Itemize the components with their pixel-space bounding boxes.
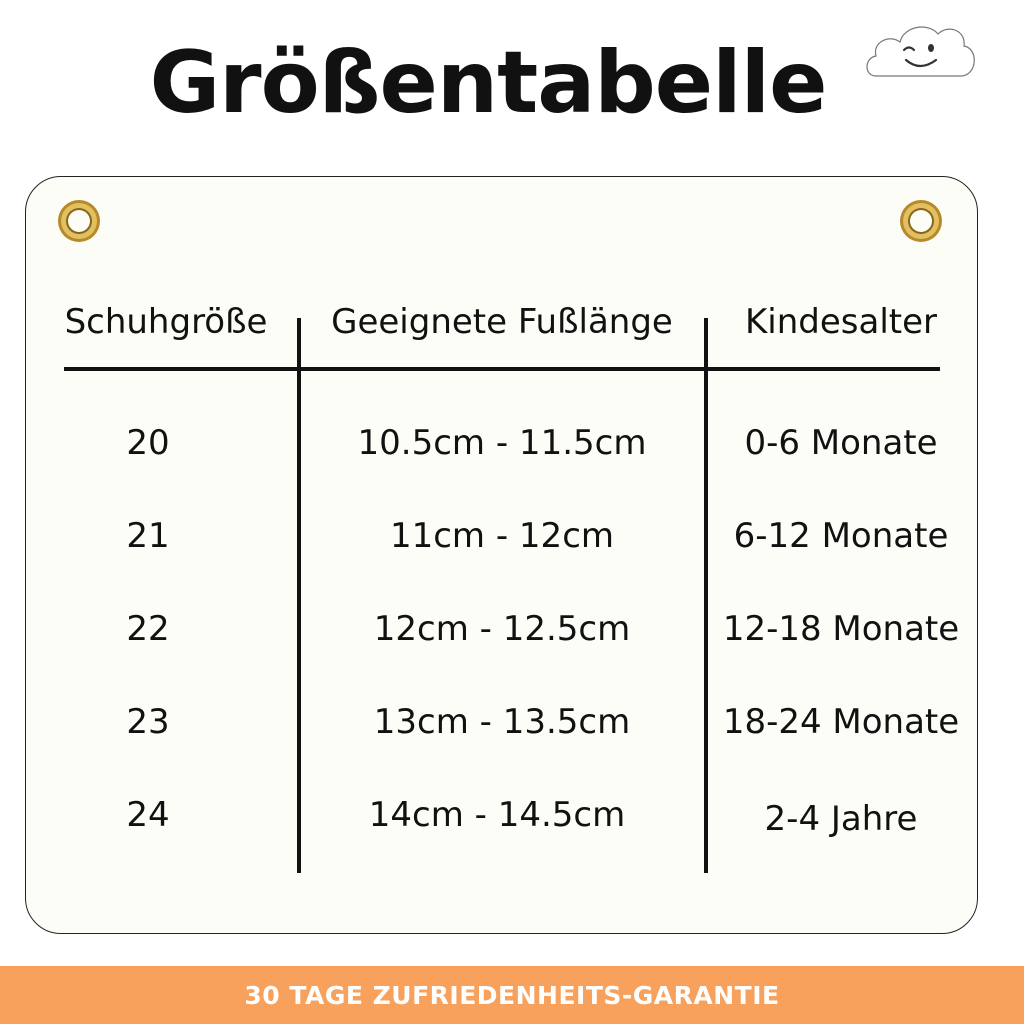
column-divider <box>704 318 708 873</box>
shoe-size-cell: 24 <box>126 795 170 835</box>
child-age-cell: 0-6 Monate <box>744 423 938 463</box>
foot-length-cell: 12cm - 12.5cm <box>373 609 631 649</box>
header-shoe-size: Schuhgröße <box>64 302 268 342</box>
foot-length-cell: 13cm - 13.5cm <box>373 702 631 742</box>
grommet-icon <box>55 197 103 245</box>
smiling-cloud-icon <box>862 16 980 86</box>
child-age-cell: 18-24 Monate <box>722 702 960 742</box>
shoe-size-cell: 21 <box>126 516 170 556</box>
child-age-cell: 6-12 Monate <box>733 516 949 556</box>
foot-length-cell: 10.5cm - 11.5cm <box>357 423 647 463</box>
header-foot-length: Geeignete Fußlänge <box>331 302 673 342</box>
shoe-size-cell: 20 <box>126 423 170 463</box>
child-age-cell: 2-4 Jahre <box>764 799 918 839</box>
grommet-icon <box>897 197 945 245</box>
shoe-size-cell: 23 <box>126 702 170 742</box>
guarantee-banner: 30 TAGE ZUFRIEDENHEITS-GARANTIE <box>0 966 1024 1024</box>
header-child-age: Kindesalter <box>744 302 937 342</box>
shoe-size-cell: 22 <box>126 609 170 649</box>
header-divider <box>64 367 940 371</box>
foot-length-cell: 11cm - 12cm <box>389 516 615 556</box>
page-title: Größentabelle <box>149 33 827 133</box>
foot-length-cell: 14cm - 14.5cm <box>368 795 626 835</box>
child-age-cell: 12-18 Monate <box>722 609 960 649</box>
